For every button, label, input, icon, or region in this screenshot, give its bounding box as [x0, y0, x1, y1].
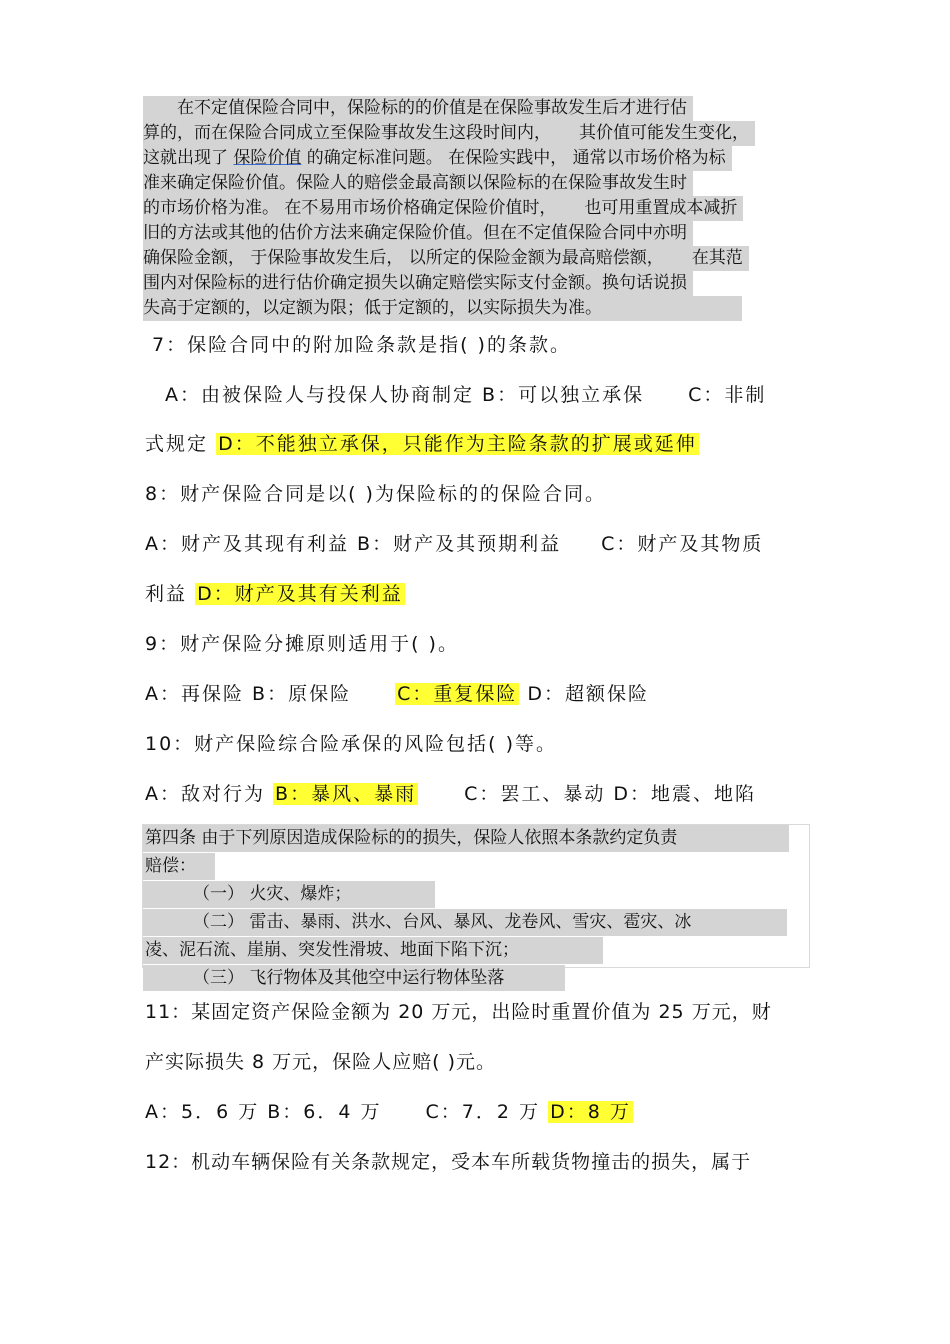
question-8: 8：财产保险合同是以( )为保险标的的保险合同。 [145, 483, 606, 505]
hyperlink-insurance-value[interactable]: 保险价值 [233, 148, 302, 168]
option-c: C：罢工、暴动 [464, 783, 606, 805]
option-b: B：原保险 [252, 683, 352, 705]
option-a: A：再保险 [145, 683, 244, 705]
option-c-cont: 利益 [145, 583, 188, 605]
passage-segment: 其价值可能发生变化， [579, 123, 749, 143]
passage-segment: 算的，而在保险合同成立至保险事故发生这段时间内， [143, 123, 551, 143]
question-8-options [145, 529, 763, 559]
passage-line [143, 246, 823, 271]
passage-segment: 这就出现了 [143, 148, 234, 168]
option-a: A：财产及其现有利益 [145, 533, 349, 555]
question-12: 12：机动车辆保险有关条款规定，受本车所载货物撞击的损失，属于 [145, 1151, 752, 1173]
question-11: 11：某固定资产保险金额为 20 万元，出险时重置价值为 25 万元，财 [145, 1001, 772, 1023]
passage-text: 在不定值保险合同中，保险标的的价值是在保险事故发生后才进行估 [143, 96, 693, 121]
option-d-answer: D：8 万 [550, 1101, 631, 1123]
question-10-options [145, 779, 756, 809]
question-7-options-cont [145, 429, 699, 459]
option-d-answer: D：财产及其有关利益 [197, 583, 403, 605]
option-a: A：敌对行为 [145, 783, 265, 805]
option-d: D：超额保险 [527, 683, 650, 705]
passage-text: 准来确定保险价值。保险人的赔偿金最高额以保险标的在保险事故发生时 [143, 171, 693, 196]
passage-line [143, 121, 823, 146]
option-c: C：非制 [688, 384, 767, 406]
question-9-options [145, 679, 649, 709]
passage-text [143, 196, 743, 221]
option-b: B：财产及其预期利益 [357, 533, 562, 555]
option-c-cont: 式规定 [145, 433, 209, 455]
question-7-options [165, 380, 766, 410]
option-a: A：5．6 万 [145, 1101, 260, 1123]
passage-line [143, 146, 823, 171]
article-block [142, 824, 810, 988]
question-10: 10：财产保险综合险承保的风险包括( )等。 [145, 733, 558, 755]
article-item: （三） 飞行物体及其他空中运行物体坠落 [143, 965, 565, 991]
passage-text [143, 146, 732, 171]
passage-segment: 的市场价格为准。 在不易用市场价格确定保险价值时， [143, 198, 557, 218]
passage-text: 旧的方法或其他的估价方法来确定保险价值。但在不定值保险合同中亦明 [143, 221, 693, 246]
option-d-answer: D：不能独立承保，只能作为主险条款的扩展或延伸 [218, 433, 697, 455]
question-9: 9：财产保险分摊原则适用于( )。 [145, 633, 459, 655]
option-b: B：6．4 万 [267, 1101, 382, 1123]
passage-text: 失高于定额的，以定额为限；低于定额的，以实际损失为准。 [143, 296, 742, 321]
question-7: 7：保险合同中的附加险条款是指( )的条款。 [152, 334, 571, 356]
article-line: 赔偿： [143, 853, 215, 880]
passage-line [143, 296, 823, 321]
question-8-options-cont [145, 579, 405, 609]
passage-line [143, 96, 823, 121]
article-item: （二） 雷击、暴雨、洪水、台风、暴风、龙卷风、雪灾、雹灾、冰 [143, 909, 787, 936]
option-c: C：7．2 万 [425, 1101, 541, 1123]
passage-text [143, 121, 755, 146]
passage-line [143, 171, 823, 196]
article-item-cont: 凌、泥石流、崖崩、突发性滑坡、地面下陷下沉； [143, 937, 603, 964]
passage-segment: 的确定标准问题。 在保险实践中， 通常以市场价格为标 [301, 148, 726, 168]
option-c: C：财产及其物质 [601, 533, 764, 555]
option-b-answer: B：暴风、暴雨 [275, 783, 417, 805]
passage-segment: 也可用重置成本减折 [584, 198, 738, 218]
passage-block [143, 96, 823, 321]
question-11-cont: 产实际损失 8 万元，保险人应赔( )元。 [145, 1051, 497, 1073]
passage-line [143, 271, 823, 296]
passage-text [143, 246, 749, 271]
passage-line [143, 196, 823, 221]
option-c-answer: C：重复保险 [397, 683, 518, 705]
passage-line [143, 221, 823, 246]
question-11-options [145, 1097, 633, 1127]
article-line: 第四条 由于下列原因造成保险标的的损失，保险人依照本条款约定负责 [143, 825, 789, 852]
passage-segment: 确保险金额， 于保险事故发生后， 以所定的保险金额为最高赔偿额， [143, 248, 664, 268]
option-b: B：可以独立承保 [482, 384, 645, 406]
article-item: （一） 火灾、爆炸； [143, 881, 435, 908]
passage-segment: 在其范 [691, 248, 743, 268]
option-d: D：地震、地陷 [613, 783, 757, 805]
option-a: A：由被保险人与投保人协商制定 [165, 384, 474, 406]
passage-text: 围内对保险标的进行估价确定损失以确定赔偿实际支付金额。换句话说损 [143, 271, 693, 296]
